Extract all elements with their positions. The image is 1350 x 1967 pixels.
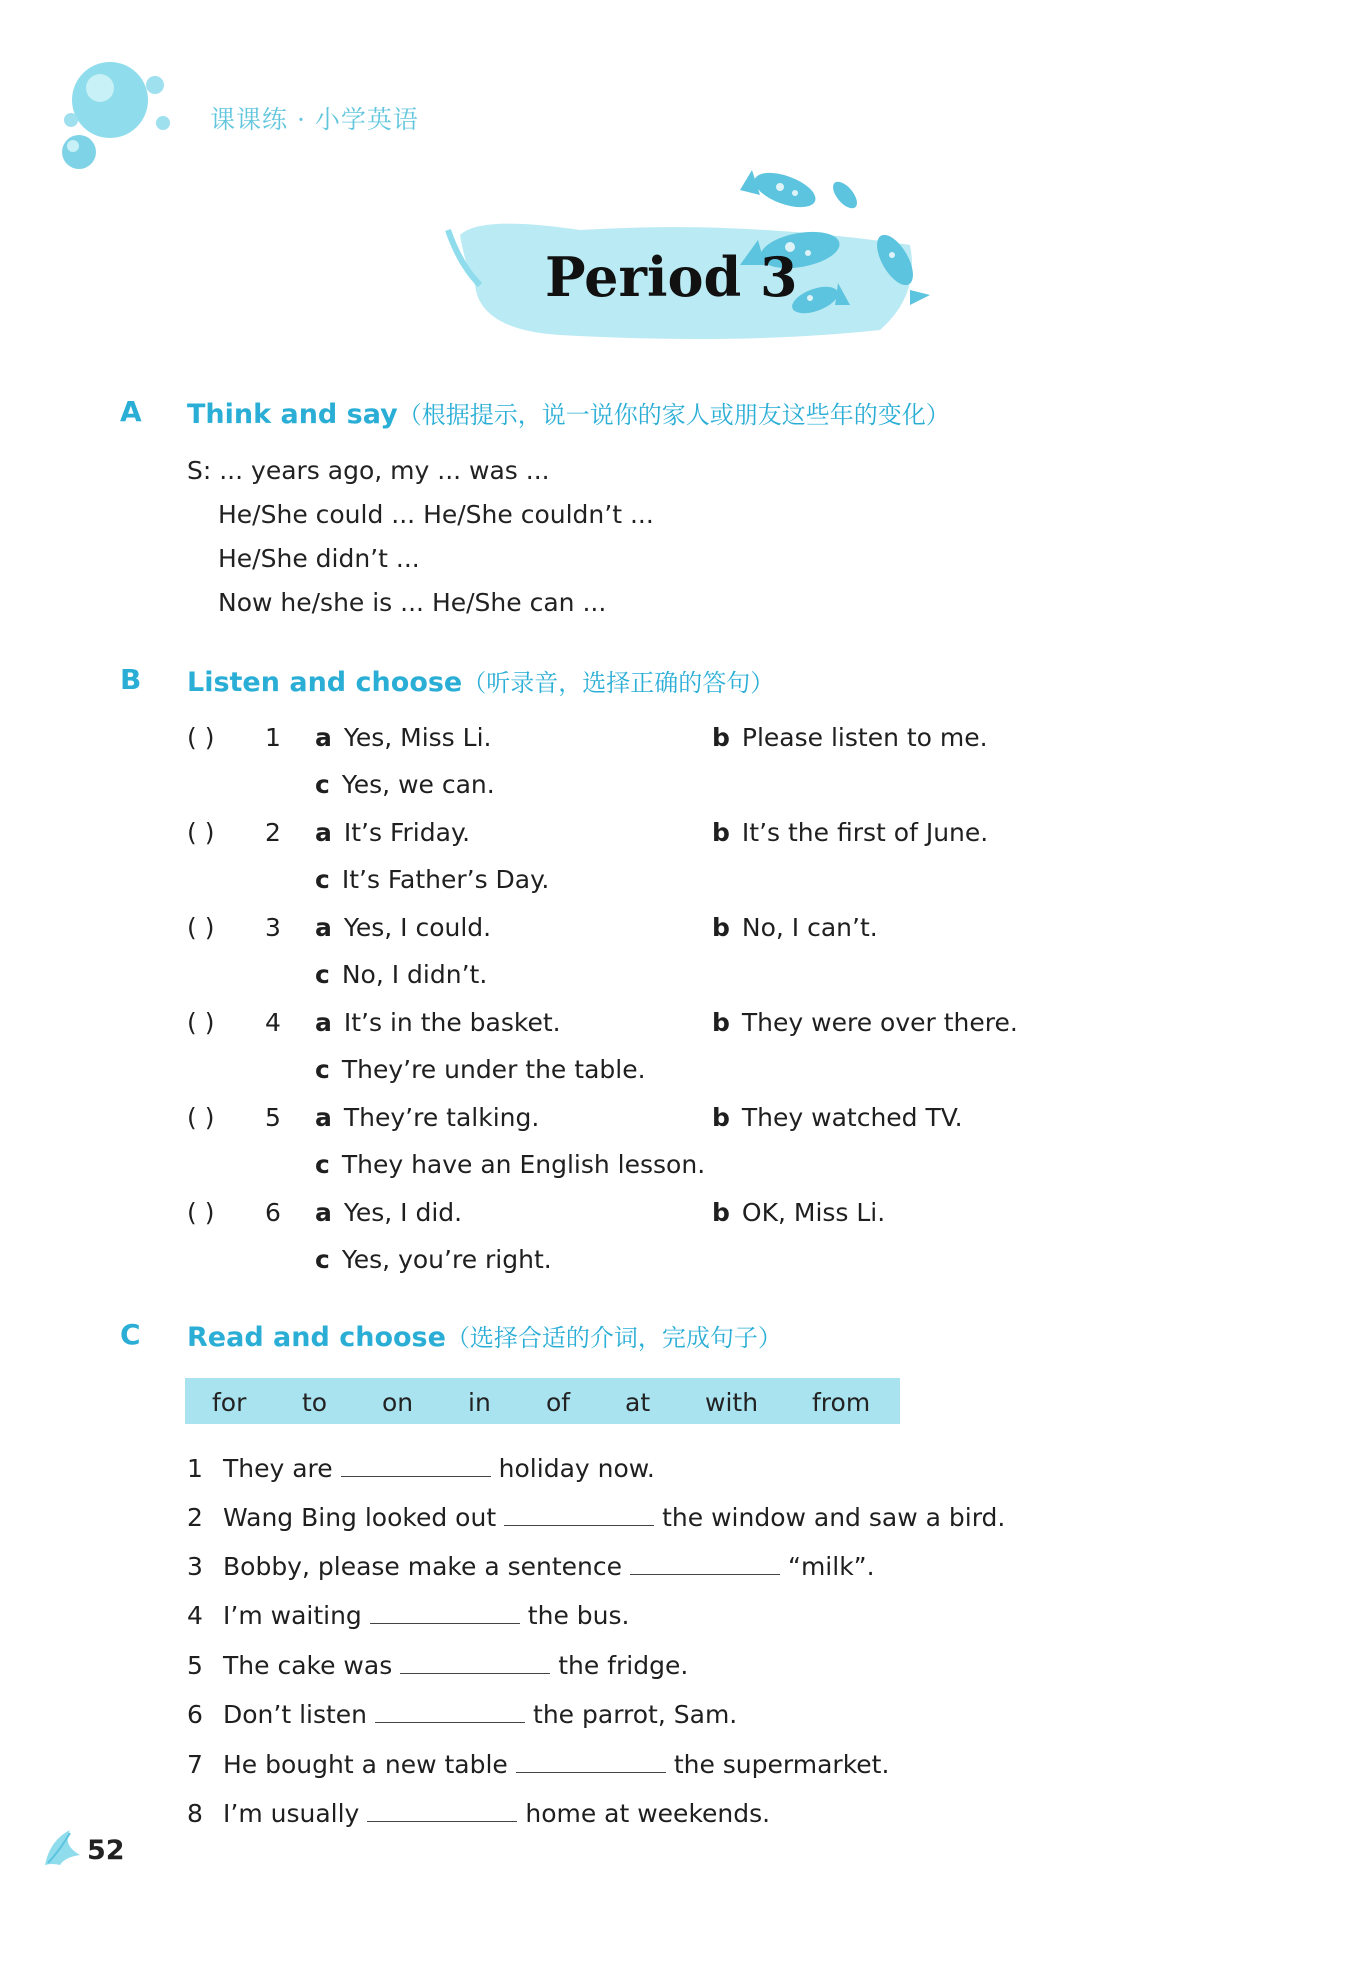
option-letter: a (315, 723, 332, 752)
section-b-letter: B (120, 663, 142, 696)
fill-blank[interactable] (504, 1501, 654, 1526)
sentence-number: 7 (187, 1750, 203, 1779)
page-number: 52 (87, 1835, 125, 1866)
prompt-line: S: ... years ago, my ... was ... (187, 456, 550, 485)
option-text: They’re under the table. (341, 1055, 646, 1084)
option-text: It’s in the basket. (343, 1008, 561, 1037)
option-text: It’s Father’s Day. (341, 865, 550, 894)
sentence-after: the fridge. (558, 1651, 689, 1680)
question-number: 3 (265, 913, 281, 942)
option-text: No, I can’t. (741, 913, 878, 942)
sentence-number: 2 (187, 1503, 203, 1532)
fill-blank[interactable] (516, 1748, 666, 1773)
option-a (315, 1008, 561, 1037)
option-a (315, 1103, 539, 1132)
sentence-after: the window and saw a bird. (662, 1503, 1006, 1532)
section-a-hint: （根据提示，说一说你的家人或朋友这些年的变化） (397, 401, 950, 429)
prompt-line: Now he/she is ... He/She can ... (218, 588, 607, 617)
option-letter: c (315, 960, 330, 989)
sentence-item (187, 1550, 875, 1581)
sentence-after: home at weekends. (525, 1799, 771, 1828)
option-a (315, 913, 491, 942)
option-letter: b (712, 1198, 730, 1227)
option-letter: c (315, 1150, 330, 1179)
option-c (315, 770, 495, 799)
option-letter: b (712, 1103, 730, 1132)
sentence-before: I’m waiting (223, 1601, 362, 1630)
option-a (315, 723, 491, 752)
sentence-before: I’m usually (223, 1799, 360, 1828)
option-b (712, 1198, 885, 1227)
option-letter: b (712, 913, 730, 942)
option-text: They were over there. (741, 1008, 1018, 1037)
option-letter: a (315, 1103, 332, 1132)
question-number: 4 (265, 1008, 281, 1037)
section-c-title: Read and choose (187, 1322, 446, 1353)
word-bank-item: at (625, 1388, 651, 1417)
option-b (712, 913, 878, 942)
option-letter: a (315, 1198, 332, 1227)
sentence-item (187, 1501, 1005, 1532)
question-number: 5 (265, 1103, 281, 1132)
option-text: Yes, I could. (343, 913, 492, 942)
option-text: They watched TV. (741, 1103, 963, 1132)
answer-blank[interactable]: ( ) (187, 1008, 215, 1037)
option-letter: b (712, 723, 730, 752)
fill-blank[interactable] (375, 1698, 525, 1723)
bubbles-icon (55, 55, 185, 175)
section-a-heading (187, 395, 950, 430)
sentence-item (187, 1649, 688, 1680)
fill-blank[interactable] (370, 1599, 520, 1624)
option-c (315, 1150, 705, 1179)
fill-blank[interactable] (341, 1452, 491, 1477)
option-c (315, 865, 549, 894)
option-text: Yes, Miss Li. (343, 723, 492, 752)
sentence-before: He bought a new table (223, 1750, 508, 1779)
sentence-item (187, 1698, 737, 1729)
prompt-line: He/She could ... He/She couldn’t ... (218, 500, 654, 529)
sentence-number: 6 (187, 1700, 203, 1729)
sentence-number: 4 (187, 1601, 203, 1630)
option-text: Yes, I did. (343, 1198, 463, 1227)
option-letter: a (315, 1008, 332, 1037)
section-b-heading (187, 663, 774, 698)
option-text: Yes, you’re right. (341, 1245, 552, 1274)
sentence-item (187, 1748, 889, 1779)
option-text: They have an English lesson. (341, 1150, 706, 1179)
option-b (712, 1008, 1018, 1037)
sentence-before: Wang Bing looked out (223, 1503, 497, 1532)
sentence-before: The cake was (223, 1651, 393, 1680)
option-c (315, 1055, 646, 1084)
option-b (712, 1103, 963, 1132)
option-letter: c (315, 1055, 330, 1084)
option-text: They’re talking. (343, 1103, 540, 1132)
sentence-number: 8 (187, 1799, 203, 1828)
fill-blank[interactable] (630, 1550, 780, 1575)
option-text: Yes, we can. (341, 770, 495, 799)
word-bank-item: of (546, 1388, 571, 1417)
word-bank-item: on (382, 1388, 414, 1417)
sentence-after: the bus. (527, 1601, 630, 1630)
sentence-after: the supermarket. (673, 1750, 890, 1779)
option-letter: a (315, 913, 332, 942)
question-number: 6 (265, 1198, 281, 1227)
sentence-item (187, 1452, 655, 1483)
section-a-letter: A (120, 395, 142, 428)
fill-blank[interactable] (367, 1797, 517, 1822)
word-bank-item: from (812, 1388, 871, 1417)
section-b-hint: （听录音，选择正确的答句） (462, 669, 775, 697)
sentence-after: the parrot, Sam. (533, 1700, 738, 1729)
option-letter: b (712, 818, 730, 847)
question-number: 2 (265, 818, 281, 847)
sentence-number: 5 (187, 1651, 203, 1680)
option-letter: b (712, 1008, 730, 1037)
word-bank-item: in (468, 1388, 491, 1417)
option-text: It’s Friday. (343, 818, 471, 847)
option-b (712, 818, 988, 847)
section-a-title: Think and say (187, 399, 398, 430)
sentence-item (187, 1797, 770, 1828)
word-bank-item: with (705, 1388, 759, 1417)
sentence-before: Don’t listen (223, 1700, 368, 1729)
word-bank-item: to (302, 1388, 328, 1417)
answer-blank[interactable]: ( ) (187, 913, 215, 942)
answer-blank[interactable]: ( ) (187, 723, 215, 752)
word-bank-item: for (212, 1388, 247, 1417)
option-a (315, 1198, 462, 1227)
option-letter: c (315, 865, 330, 894)
sentence-before: Bobby, please make a sentence (223, 1552, 622, 1581)
answer-blank[interactable]: ( ) (187, 818, 215, 847)
page-title: Period 3 (545, 245, 798, 309)
leaf-icon (40, 1825, 85, 1870)
prompt-line: He/She didn’t ... (218, 544, 420, 573)
sentence-number: 1 (187, 1454, 203, 1483)
section-c-heading (187, 1318, 782, 1353)
section-c-letter: C (120, 1318, 141, 1351)
option-letter: c (315, 1245, 330, 1274)
question-number: 1 (265, 723, 281, 752)
option-letter: a (315, 818, 332, 847)
sentence-after: “milk”. (788, 1552, 875, 1581)
answer-blank[interactable]: ( ) (187, 1198, 215, 1227)
fill-blank[interactable] (400, 1649, 550, 1674)
sentence-item (187, 1599, 629, 1630)
section-b-title: Listen and choose (187, 667, 463, 698)
answer-blank[interactable]: ( ) (187, 1103, 215, 1132)
sentence-after: holiday now. (498, 1454, 655, 1483)
sentence-before: They are (223, 1454, 333, 1483)
option-c (315, 1245, 552, 1274)
option-letter: c (315, 770, 330, 799)
section-c-hint: （选择合适的介词，完成句子） (445, 1324, 782, 1352)
option-a (315, 818, 470, 847)
option-text: Please listen to me. (741, 723, 988, 752)
option-text: It’s the first of June. (741, 818, 989, 847)
option-b (712, 723, 988, 752)
sentence-number: 3 (187, 1552, 203, 1581)
option-c (315, 960, 487, 989)
option-text: OK, Miss Li. (741, 1198, 886, 1227)
running-head: 课课练 · 小学英语 (210, 105, 419, 134)
option-text: No, I didn’t. (341, 960, 488, 989)
word-bank (185, 1378, 900, 1424)
